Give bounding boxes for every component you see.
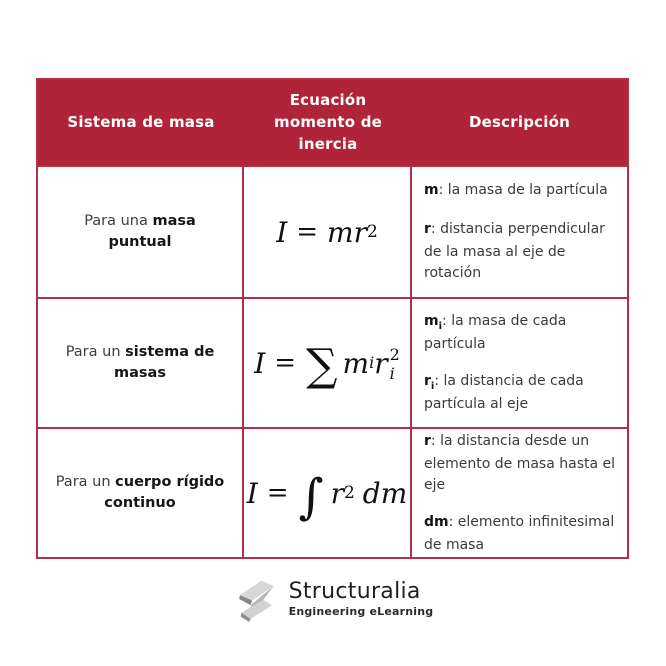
- description-cell-system-of-masses: [412, 299, 627, 429]
- description-cell-point-mass: [412, 167, 627, 299]
- r-sub-sup-stack: 2 i: [389, 344, 400, 383]
- description-cell-rigid-body: [412, 429, 627, 557]
- system-cell-sistema-de-masas: [38, 299, 244, 429]
- equation-rigid-body: I = ∫ r 2 dm: [244, 429, 412, 557]
- definition: $r_i$: la distancia de cada partícula al eje: [424, 373, 584, 413]
- definition: r: la distancia desde un elemento de masa hasta el eje: [424, 432, 616, 493]
- summation-symbol: ∑: [306, 340, 338, 392]
- equation-system-of-masses: I = ∑ m i r 2 i: [244, 299, 412, 429]
- system-label: Para una masa puntual: [84, 212, 196, 251]
- equation-point-mass: I = mr 2: [244, 167, 412, 299]
- column-header-ecuacion-momento-inercia: Ecuación momento de inercia: [273, 91, 383, 153]
- structuralia-logo-icon: [233, 574, 279, 624]
- column-header-descripcion: Descripción: [469, 112, 570, 131]
- table-body: [38, 167, 627, 557]
- system-label: Para un sistema de masas: [65, 343, 215, 382]
- definition: m: la masa de la partícula: [424, 182, 608, 199]
- brand-tagline: Engineering eLearning: [288, 605, 434, 619]
- brand-name: Structuralia: [288, 578, 421, 604]
- table-header-row: [38, 80, 627, 167]
- system-cell-masa-puntual: [38, 167, 244, 299]
- definition: $m_i$: la masa de cada partícula: [424, 313, 567, 353]
- definition: dm: elemento infinitesimal de masa: [424, 513, 615, 553]
- system-cell-cuerpo-rigido-continuo: [38, 429, 244, 557]
- system-label: Para un cuerpo rígido continuo: [55, 473, 225, 512]
- definition: r: distancia perpendicular de la masa al eje de rotación: [424, 221, 605, 282]
- brand-text-block: [289, 580, 434, 618]
- integral-symbol: ∫: [298, 469, 324, 526]
- moment-of-inertia-table: [36, 78, 629, 559]
- brand-footer: [0, 574, 666, 624]
- column-header-sistema-de-masa: Sistema de masa: [67, 112, 215, 131]
